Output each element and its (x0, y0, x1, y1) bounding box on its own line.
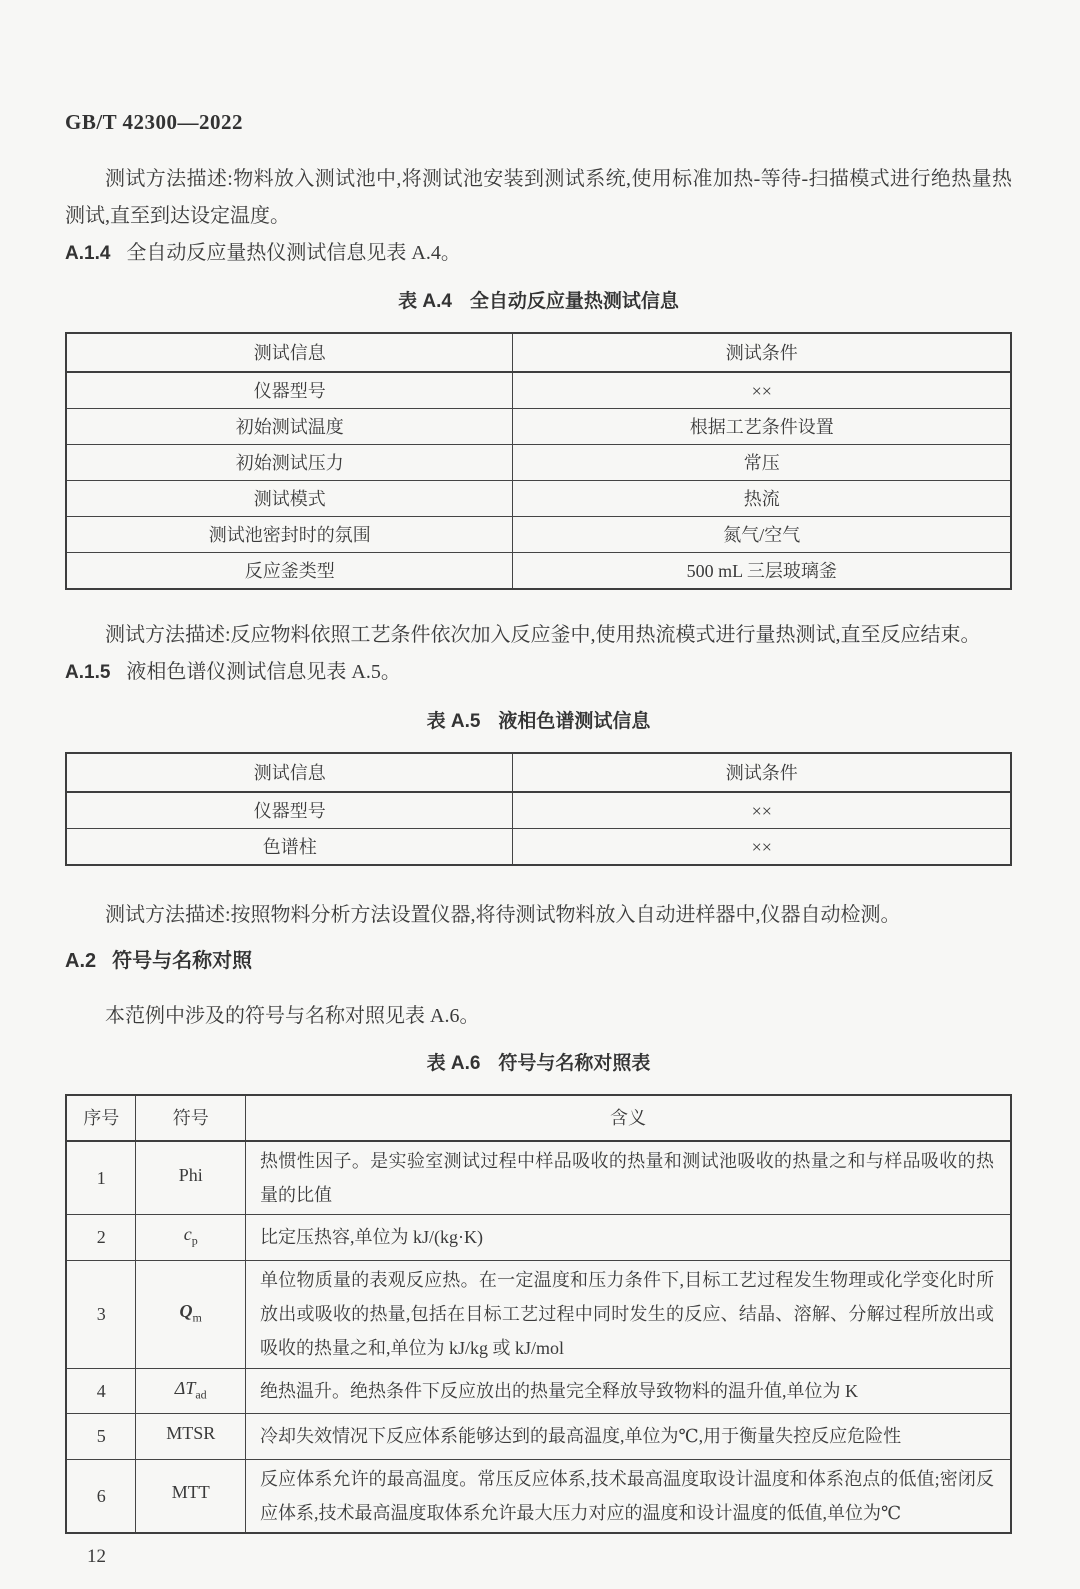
table-cell: 测试池密封时的氛围 (66, 517, 513, 553)
table-cell: 仪器型号 (66, 372, 513, 409)
meaning-cell: 绝热温升。绝热条件下反应放出的热量完全释放导致物料的温升值,单位为 K (246, 1368, 1011, 1414)
table-row (66, 1141, 1011, 1215)
table-a5-header-condition: 测试条件 (513, 753, 1011, 792)
table-cell: 热流 (513, 481, 1011, 517)
table-cell: 仪器型号 (66, 792, 513, 829)
symbol-subscript: ad (195, 1387, 207, 1402)
table-row (66, 792, 1011, 829)
table-a4-caption-title: 全自动反应量热测试信息 (469, 291, 679, 312)
table-row (66, 1459, 1011, 1533)
symbol-base: c (183, 1224, 192, 1244)
table-cell: ×× (513, 829, 1011, 866)
meaning-cell: 单位物质量的表观反应热。在一定温度和压力条件下,目标工艺过程发生物理或化学变化时所放出或吸收的热量,包括在目标工艺过程中同时发生的反应、结晶、溶解、分解过程所放出或吸收的热量之和,单位为 kJ/kg 或 kJ/mol (246, 1260, 1011, 1368)
table-a4-header-row (66, 333, 1011, 372)
symbol-base: MTSR (166, 1423, 216, 1444)
table-row (66, 1215, 1011, 1261)
clause-a14-number: A.1.4 (65, 243, 111, 264)
meaning-cell: 热惯性因子。是实验室测试过程中样品吸收的热量和测试池吸收的热量之和与样品吸收的热量的比值 (246, 1141, 1011, 1215)
table-row (66, 829, 1011, 866)
row-number: 4 (66, 1368, 136, 1414)
table-row (66, 481, 1011, 517)
symbol-base: Q (179, 1300, 193, 1321)
table-a5-header-info: 测试信息 (66, 753, 513, 792)
symbol-subscript: m (192, 1310, 202, 1325)
meaning-cell: 反应体系允许的最高温度。常压反应体系,技术最高温度取设计温度和体系泡点的低值;密闭反应体系,技术最高温度取体系允许最大压力对应的温度和设计温度的低值,单位为℃ (246, 1459, 1011, 1533)
symbol-cell (136, 1141, 246, 1215)
section-a2-number: A.2 (65, 950, 97, 972)
table-row (66, 553, 1011, 590)
row-number: 1 (66, 1141, 136, 1215)
table-cell: 500 mL 三层玻璃釜 (513, 553, 1011, 590)
symbol-base: MTT (171, 1482, 210, 1503)
table-row (66, 1260, 1011, 1368)
meaning-cell: 冷却失效情况下反应体系能够达到的最高温度,单位为℃,用于衡量失控反应危险性 (246, 1414, 1011, 1460)
standard-number: GB/T 42300—2022 (65, 110, 244, 134)
paragraph-a15-method: 测试方法描述:按照物料分析方法设置仪器,将待测试物料放入自动进样器中,仪器自动检测。 (105, 904, 901, 926)
section-heading-a2 (65, 943, 1012, 980)
row-number: 6 (66, 1459, 136, 1533)
table-cell: 初始测试压力 (66, 445, 513, 481)
table-cell: 根据工艺条件设置 (513, 409, 1011, 445)
table-row (66, 372, 1011, 409)
symbol-cell (136, 1215, 246, 1261)
clause-a14-text: 全自动反应量热仪测试信息见表 A.4。 (126, 242, 461, 264)
table-a5-header-row (66, 753, 1011, 792)
table-a4-caption-label: 表 A.4 (398, 291, 452, 312)
table-a4 (65, 332, 1012, 590)
table-cell: ×× (513, 792, 1011, 829)
symbol-base: Phi (178, 1164, 203, 1185)
table-row (66, 409, 1011, 445)
table-cell: 氮气/空气 (513, 517, 1011, 553)
table-cell: 测试模式 (66, 481, 513, 517)
paragraph-a14-method: 测试方法描述:反应物料依照工艺条件依次加入反应釜中,使用热流模式进行量热测试,直至反应结束。 (105, 624, 981, 646)
table-row (66, 517, 1011, 553)
table-cell: 常压 (513, 445, 1011, 481)
table-a5-caption-title: 液相色谱测试信息 (498, 711, 651, 732)
table-a6-caption-label: 表 A.6 (426, 1053, 481, 1074)
table-cell: 初始测试温度 (66, 409, 513, 445)
table-a4-header-condition: 测试条件 (513, 333, 1011, 372)
table-row (66, 445, 1011, 481)
page-number: 12 (87, 1545, 106, 1567)
clause-a15-number: A.1.5 (65, 662, 111, 683)
table-a5-caption-label: 表 A.5 (426, 711, 481, 732)
table-a4-header-info: 测试信息 (66, 333, 513, 372)
paragraph-a13-method: 测试方法描述:物料放入测试池中,将测试池安装到测试系统,使用标准加热-等待-扫描模式进行绝热量热测试,直至到达设定温度。 (65, 168, 1012, 227)
symbol-cell (136, 1459, 246, 1533)
table-a5 (65, 752, 1012, 866)
table-cell: 反应釜类型 (66, 553, 513, 590)
table-a6 (65, 1094, 1012, 1534)
row-number: 2 (66, 1215, 136, 1261)
table-a4-caption (65, 286, 1012, 313)
table-row (66, 1414, 1011, 1460)
clause-a14 (65, 235, 1012, 272)
table-a6-header-row (66, 1095, 1011, 1141)
table-row (66, 1368, 1011, 1414)
row-number: 5 (66, 1414, 136, 1460)
clause-a15-text: 液相色谱仪测试信息见表 A.5。 (126, 661, 401, 683)
section-a2-title: 符号与名称对照 (112, 950, 253, 972)
paragraph-a2-intro: 本范例中涉及的符号与名称对照见表 A.6。 (105, 1005, 480, 1027)
row-number: 3 (66, 1260, 136, 1368)
symbol-subscript: p (191, 1233, 198, 1248)
table-a6-caption-title: 符号与名称对照表 (498, 1053, 651, 1074)
table-cell: ×× (513, 372, 1011, 409)
symbol-cell (136, 1414, 246, 1460)
table-a6-header-meaning: 含义 (246, 1095, 1011, 1141)
meaning-cell: 比定压热容,单位为 kJ/(kg·K) (246, 1215, 1011, 1261)
table-a6-header-symbol: 符号 (136, 1095, 246, 1141)
table-a6-caption (65, 1048, 1012, 1075)
symbol-cell (136, 1260, 246, 1368)
table-a5-caption (65, 706, 1012, 733)
table-a6-header-no: 序号 (66, 1095, 136, 1141)
clause-a15 (65, 654, 1012, 691)
symbol-base: ΔT (174, 1377, 196, 1398)
table-cell: 色谱柱 (66, 829, 513, 866)
symbol-cell (136, 1368, 246, 1414)
